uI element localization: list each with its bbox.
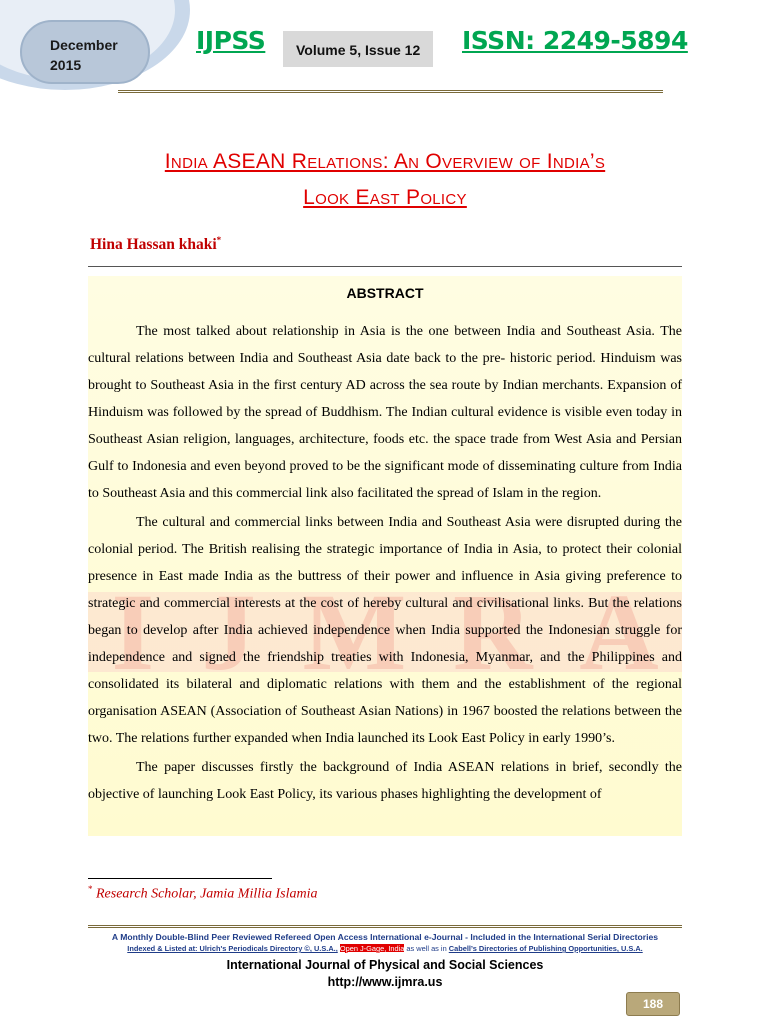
journal-abbreviation[interactable]: IJPSS (196, 26, 266, 55)
footer-indexing (0, 944, 770, 953)
abstract-paragraph-2: The cultural and commercial links between India and Southeast Asia were disrupted during the colonial period. The British realising the strategic importance of India in Asia, to protect their colonial presence in East made India as the buttress of their power and influence in Asia giving preference to strategic and commercial interests at the cost of hereby cultural and civilisational links. But the relations began to develop after India achieved independence when India supported the Indonesian struggle for independence and signed the friendship treaties with Indonesia, Myanmar, and the Philippines and consolidated its bilateral and diplomatic relations with them and the establishment of the regional organisation ASEAN (Association of Southeast Asian Nations) in 1967 boosted the relations between the two. The relations further expanded when India launched its Look East Policy in early 1990’s. (88, 515, 682, 746)
issue-date: December 2015 (50, 37, 118, 73)
footer-description: A Monthly Double-Blind Peer Reviewed Refereed Open Access International e-Journal - Included in the International Serial Directories (111, 932, 659, 942)
footer-divider (88, 925, 682, 928)
article-title-line-1: India ASEAN Relations: An Overview of India’s (164, 150, 606, 173)
abstract-paragraph-1: The most talked about relationship in Asia is the one between India and Southeast Asia. The cultural relations between India and Southeast Asia date back to the pre- historic period. Hinduism was brought to Southeast Asia in the first century AD across the sea route by Indian merchants. Expansion of Hinduism was followed by the spread of Buddhism. The Indian cultural evidence is visible even today in Southeast Asian religion, languages, architecture, foods etc. the space trade from West Asia and Persian Gulf to Indonesia and even beyond proved to be the significant mode of disseminating culture from India to Southeast Asia and this commercial link also facilitated the spread of Islam in the region. (88, 324, 682, 501)
author-divider (88, 266, 682, 267)
indexing-connector: as well as in (406, 944, 447, 953)
header-divider (118, 90, 663, 93)
footer-url-link[interactable]: http://www.ijmra.us (327, 975, 443, 989)
abstract-paragraph-3: The paper discusses firstly the background of India ASEAN relations in brief, secondly the objective of launching Look East Policy, its various phases highlighting the development of (88, 760, 682, 802)
watermark-letter: R (453, 570, 533, 693)
abstract-heading: ABSTRACT (346, 285, 424, 301)
footnote (88, 884, 318, 903)
author-name (90, 235, 221, 254)
issue-date-badge (20, 20, 150, 84)
footer-journal-name: International Journal of Physical and Social Sciences (226, 958, 544, 972)
watermark-letter: I (111, 570, 155, 693)
watermark-letter: J (200, 570, 256, 693)
issn-label[interactable]: ISSN: 2249-5894 (462, 26, 688, 55)
indexing-jgage[interactable]: Open J-Gage, India (339, 944, 405, 953)
volume-issue-label: Volume 5, Issue 12 (283, 31, 433, 67)
author-footnote-mark[interactable]: * (216, 235, 222, 245)
footnote-text: Research Scholar, Jamia Millia Islamia (96, 886, 318, 902)
footnote-divider (88, 878, 272, 879)
article-title-line-2: Look East Policy (303, 186, 467, 209)
author-text: Hina Hassan khaki (90, 236, 217, 254)
page-number: 188 (626, 992, 680, 1016)
abstract-body (88, 318, 682, 808)
watermark-letter: A (579, 570, 659, 693)
indexing-cabells[interactable]: Cabell’s Directories of Publishing Opportunities, U.S.A. (448, 944, 643, 953)
watermark-letter: M (302, 570, 407, 693)
footnote-mark: * (88, 884, 93, 894)
indexing-ulrichs[interactable]: Indexed & Listed at: Ulrich's Periodicals Directory ©, U.S.A., (127, 944, 338, 953)
